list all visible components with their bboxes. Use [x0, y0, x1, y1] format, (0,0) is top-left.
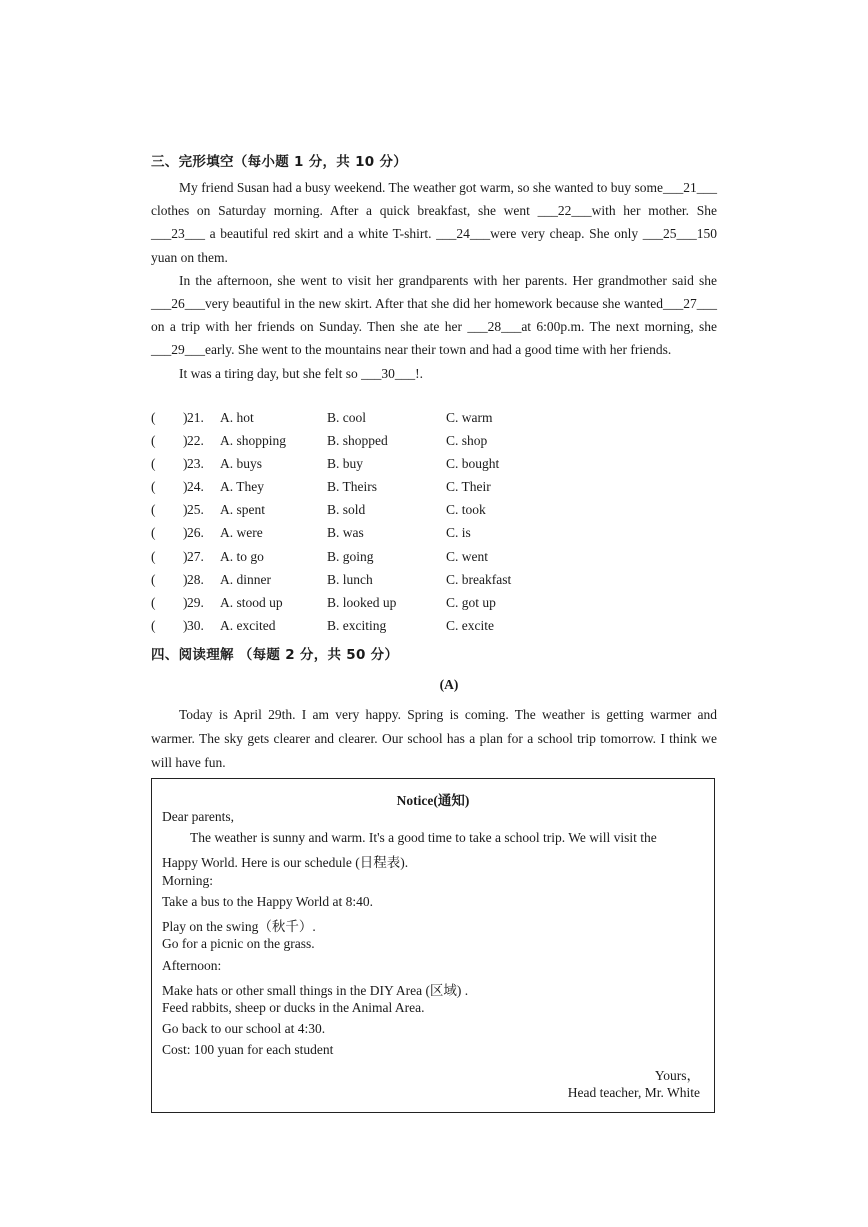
question-row [151, 615, 717, 638]
question-number: 22. [187, 433, 204, 449]
option-c: C. Their [446, 479, 491, 495]
option-b: B. cool [327, 410, 366, 425]
notice-box [151, 778, 715, 1113]
option-b: B. lunch [327, 571, 373, 587]
question-number: 24. [187, 479, 204, 495]
cloze-passage [151, 176, 717, 385]
cloze-options-list [151, 407, 717, 638]
notice-body-line: Happy World. Here is our schedule (日程表). [162, 855, 409, 870]
option-c: C. bought [446, 456, 500, 472]
option-c: C. took [446, 502, 486, 518]
question-row [151, 522, 717, 545]
option-a: A. spent [220, 502, 265, 518]
answer-paren-left: ( [151, 410, 156, 425]
option-a: A. excited [220, 617, 276, 633]
option-c: C. breakfast [446, 571, 512, 587]
passage-label: (A) [439, 677, 459, 692]
question-number: 25. [187, 502, 204, 518]
answer-paren-right: ) [183, 456, 188, 472]
answer-paren-right: ) [183, 571, 188, 587]
option-a: A. They [220, 479, 264, 495]
question-number: 27. [187, 548, 204, 564]
notice-morning-label: Morning: [162, 873, 214, 888]
answer-paren-right: ) [183, 433, 188, 449]
question-row [151, 592, 717, 615]
notice-signature: Head teacher, Mr. White [567, 1085, 700, 1100]
notice-schedule-item: Go back to our school at 4:30. [162, 1021, 326, 1036]
question-row [151, 499, 717, 522]
option-a: A. were [220, 525, 263, 541]
option-c: C. excite [446, 617, 494, 633]
answer-paren-right: ) [183, 479, 188, 495]
option-a: A. to go [220, 548, 264, 564]
answer-paren-left: ( [151, 502, 156, 518]
question-row [151, 546, 717, 569]
question-row [151, 430, 717, 453]
option-b: B. shopped [327, 433, 388, 449]
notice-greeting: Dear parents, [162, 809, 234, 824]
answer-paren-right: ) [183, 548, 188, 564]
option-a: A. stood up [220, 594, 283, 610]
notice-body-line: The weather is sunny and warm. It's a good time to take a school trip. We will visit the [190, 830, 657, 845]
question-row [151, 569, 717, 592]
option-b: B. was [327, 525, 364, 541]
question-number: 28. [187, 571, 204, 587]
notice-schedule-item: Play on the swing（秋千）. [162, 919, 316, 934]
option-a: A. hot [220, 410, 254, 425]
notice-schedule-item: Go for a picnic on the grass. [162, 936, 315, 951]
answer-paren-left: ( [151, 456, 156, 472]
question-number: 29. [187, 594, 204, 610]
section-3-title: 三、完形填空（每小题 1 分，共 10 分） [151, 154, 408, 170]
question-number: 30. [187, 617, 204, 633]
answer-paren-left: ( [151, 479, 156, 495]
cloze-paragraph-2: In the afternoon, she went to visit her grandparents with her parents. Her grandmother said she ___26___very beautiful in the new skirt. After that she did her homework because she wanted___27___ on a trip with her friends on Sunday. Then she ate her ___28___at 6:00p.m. The next morning, she ___29___early. She went to the mountains near their town and had a good time with her friends. [151, 272, 717, 358]
cloze-paragraph-3: It was a tiring day, but she felt so ___30___!. [179, 365, 423, 381]
option-a: A. buys [220, 456, 263, 472]
notice-schedule-item: Make hats or other small things in the DIY Area (区域) . [162, 983, 469, 998]
notice-closing: Yours， [654, 1068, 700, 1083]
notice-cost: Cost: 100 yuan for each student [162, 1042, 334, 1057]
option-c: C. is [446, 525, 471, 541]
answer-paren-left: ( [151, 571, 156, 587]
answer-paren-left: ( [151, 525, 156, 541]
notice-title: Notice(通知) [396, 793, 470, 808]
question-number: 26. [187, 525, 204, 541]
answer-paren-right: ) [183, 410, 188, 425]
option-c: C. went [446, 548, 488, 564]
reading-intro [151, 703, 717, 775]
question-row [151, 407, 717, 430]
answer-paren-right: ) [183, 617, 188, 633]
option-c: C. shop [446, 433, 488, 449]
option-b: B. exciting [327, 617, 387, 633]
question-row [151, 453, 717, 476]
answer-paren-right: ) [183, 525, 188, 541]
answer-paren-right: ) [183, 594, 188, 610]
option-b: B. looked up [327, 594, 397, 610]
answer-paren-left: ( [151, 433, 156, 449]
answer-paren-left: ( [151, 617, 156, 633]
option-a: A. dinner [220, 571, 271, 587]
answer-paren-left: ( [151, 594, 156, 610]
option-a: A. shopping [220, 433, 287, 449]
option-b: B. Theirs [327, 479, 377, 495]
notice-schedule-item: Take a bus to the Happy World at 8:40. [162, 894, 374, 909]
section-4-title: 四、阅读理解 （每题 2 分，共 50 分） [151, 647, 399, 663]
question-row [151, 476, 717, 499]
answer-paren-right: ) [183, 502, 188, 518]
answer-paren-left: ( [151, 548, 156, 564]
cloze-paragraph-1: My friend Susan had a busy weekend. The weather got warm, so she wanted to buy some___21___ clothes on Saturday morning. After a quick breakfast, she went ___22___with her mother. She ___23___ a beautiful red skirt and a white T-shirt. ___24___were very cheap. She only ___25___150 yuan on them. [151, 180, 717, 265]
notice-schedule-item: Feed rabbits, sheep or ducks in the Animal Area. [162, 1000, 425, 1015]
option-b: B. buy [327, 456, 364, 472]
notice-afternoon-label: Afternoon: [162, 958, 222, 973]
option-c: C. got up [446, 594, 496, 610]
question-number: 21. [187, 410, 204, 425]
option-c: C. warm [446, 410, 493, 425]
reading-intro-text: Today is April 29th. I am very happy. Spring is coming. The weather is getting warmer and warmer. The sky gets clearer and clearer. Our school has a plan for a school trip tomorrow. I think we will have fun. [151, 707, 717, 770]
option-b: B. sold [327, 502, 366, 518]
option-b: B. going [327, 548, 374, 564]
question-number: 23. [187, 456, 204, 472]
